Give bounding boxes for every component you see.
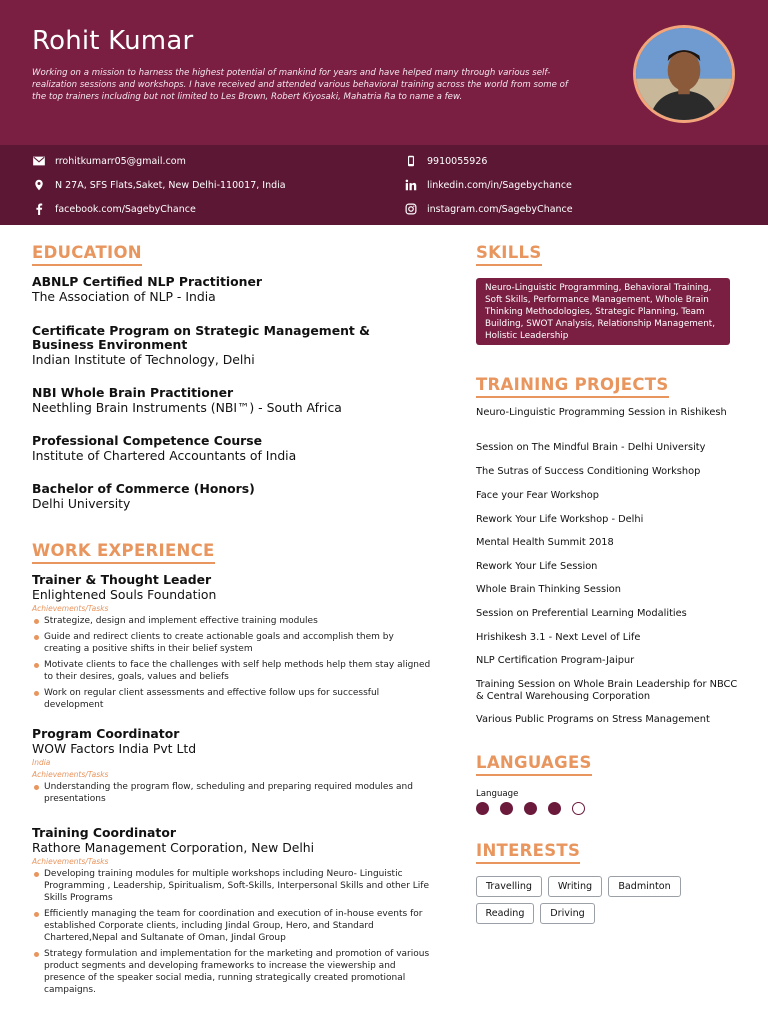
project-item: Session on Preferential Learning Modalities (476, 608, 687, 619)
job-entry (32, 572, 432, 715)
job-bullets (32, 615, 432, 711)
project-item: Various Public Programs on Stress Management (476, 714, 710, 725)
phone-icon (404, 154, 418, 168)
level-dot-filled (548, 802, 561, 815)
education-item (32, 386, 432, 416)
work-experience-heading: WORK EXPERIENCE (32, 542, 215, 564)
level-dot-filled (500, 802, 513, 815)
education-item (32, 324, 432, 368)
job-bullet: Strategy formulation and implementation for the marketing and promotion of various product segments and developing frameworks to increase the viewership and presence of the speaker social media, running strategically created promotional campaigns. (32, 948, 432, 996)
level-dot-filled (524, 802, 537, 815)
project-item: Training Session on Whole Brain Leadership for NBCC & Central Warehousing Corporation (476, 679, 738, 702)
job-title: Trainer & Thought Leader (32, 572, 212, 587)
job-bullet: Strategize, design and implement effective training modules (32, 615, 432, 627)
header (0, 0, 768, 145)
phone-text: 9910055926 (427, 155, 488, 167)
interest-tag: Reading (476, 903, 534, 924)
project-item: Face your Fear Workshop (476, 490, 600, 501)
skills-box: Neuro-Linguistic Programming, Behavioral Training, Soft Skills, Performance Management, Whole Brain Thinking Methodologies, Strategic Planning, Team Building, SWOT Analysis, Relationship Management, Holistic Leadership (476, 278, 730, 345)
job-organization: Enlightened Souls Foundation (32, 587, 217, 602)
education-title: ABNLP Certified NLP Practitioner (32, 274, 262, 289)
job-bullet: Efficiently managing the team for coordination and execution of in-house events for established Corporate clients, including Jindal Group, Hero, and Standard Chartered,Nepal and Sultanate of Oman, Jindal Group (32, 908, 432, 944)
job-organization: Rathore Management Corporation, New Delhi (32, 840, 315, 855)
project-item: Rework Your Life Workshop - Delhi (476, 514, 644, 525)
education-institution: Delhi University (32, 496, 131, 511)
languages-heading: LANGUAGES (476, 754, 592, 776)
instagram-icon (404, 202, 418, 216)
location-pin-icon (32, 178, 46, 192)
job-bullets (32, 781, 432, 805)
profile-photo (633, 25, 735, 123)
education-heading: EDUCATION (32, 244, 142, 266)
job-title: Program Coordinator (32, 726, 180, 741)
level-dot-filled (476, 802, 489, 815)
achievements-label: Achievements/Tasks (32, 604, 109, 613)
candidate-name: Rohit Kumar (32, 26, 194, 56)
facebook-text: facebook.com/SagebyChance (55, 203, 196, 215)
profile-photo-image (636, 28, 732, 120)
contact-phone[interactable] (404, 154, 487, 168)
contact-bar (0, 145, 768, 225)
job-entry (32, 825, 432, 1000)
project-item: Rework Your Life Session (476, 561, 598, 572)
summary: Working on a mission to harness the highest potential of mankind for years and have helped many through various self-realization sessions and workshops. I have received and attended various behavioral training across the world from some of the top trainers including but not limited to Les Brown, Robert Kiyosaki, Mahatria Ra to name a few. (32, 68, 568, 102)
interest-tag: Travelling (476, 876, 542, 897)
skills-heading: SKILLS (476, 244, 542, 266)
job-bullet: Guide and redirect clients to create actionable goals and accomplish them by creating a positive shifts in their belief system (32, 631, 432, 655)
language-level (476, 802, 596, 815)
level-dot-empty (572, 802, 585, 815)
linkedin-text: linkedin.com/in/Sagebychance (427, 179, 572, 191)
education-item (32, 434, 432, 464)
facebook-icon (32, 202, 46, 216)
job-bullets (32, 868, 432, 996)
interest-tag: Writing (548, 876, 602, 897)
contact-email[interactable] (32, 154, 186, 168)
project-item: The Sutras of Success Conditioning Workshop (476, 466, 701, 477)
training-projects-heading: TRAINING PROJECTS (476, 376, 669, 398)
job-bullet: Work on regular client assessments and effective follow ups for successful development (32, 687, 432, 711)
project-item: Whole Brain Thinking Session (476, 584, 621, 595)
job-bullet: Understanding the program flow, scheduling and preparing required modules and presentations (32, 781, 432, 805)
instagram-text: instagram.com/SagebyChance (427, 203, 573, 215)
envelope-icon (32, 154, 46, 168)
job-bullet: Developing training modules for multiple workshops including Neuro- Linguistic Programming , Leadership, Spiritualism, Soft-Skills, Interpersonal Skills and other Life Skills Programs (32, 868, 432, 904)
education-title: Certificate Program on Strategic Management & Business Environment (32, 323, 370, 352)
job-entry (32, 726, 432, 809)
education-title: Bachelor of Commerce (Honors) (32, 481, 255, 496)
job-location: India (32, 758, 51, 767)
project-item: Mental Health Summit 2018 (476, 537, 614, 548)
language-name: Language (476, 789, 519, 799)
interests-heading: INTERESTS (476, 842, 580, 864)
education-institution: The Association of NLP - India (32, 289, 216, 304)
achievements-label: Achievements/Tasks (32, 857, 109, 866)
project-item: Session on The Mindful Brain - Delhi University (476, 442, 706, 453)
education-item (32, 482, 432, 512)
contact-linkedin[interactable] (404, 178, 572, 192)
interest-tag: Badminton (608, 876, 681, 897)
job-bullet: Motivate clients to face the challenges with self help methods help them stay aligned to their desires, goals, values and beliefs (32, 659, 432, 683)
project-item: Hrishikesh 3.1 - Next Level of Life (476, 632, 641, 643)
achievements-label: Achievements/Tasks (32, 770, 109, 779)
education-institution: Indian Institute of Technology, Delhi (32, 352, 255, 367)
job-title: Training Coordinator (32, 825, 176, 840)
interest-tag: Driving (540, 903, 595, 924)
project-item: NLP Certification Program-Jaipur (476, 655, 635, 666)
education-item (32, 275, 432, 305)
education-institution: Institute of Chartered Accountants of India (32, 448, 297, 463)
project-item: Neuro-Linguistic Programming Session in Rishikesh (476, 407, 727, 418)
education-title: Professional Competence Course (32, 433, 263, 448)
education-title: NBI Whole Brain Practitioner (32, 385, 234, 400)
contact-instagram[interactable] (404, 202, 573, 216)
address-text: N 27A, SFS Flats,Saket, New Delhi-110017, India (55, 179, 286, 191)
email-text: rrohitkumarr05@gmail.com (55, 155, 186, 167)
job-organization: WOW Factors India Pvt Ltd (32, 741, 197, 756)
linkedin-icon (404, 178, 418, 192)
contact-address (32, 178, 286, 192)
education-institution: Neethling Brain Instruments (NBI™) - South Africa (32, 400, 342, 415)
contact-facebook[interactable] (32, 202, 196, 216)
